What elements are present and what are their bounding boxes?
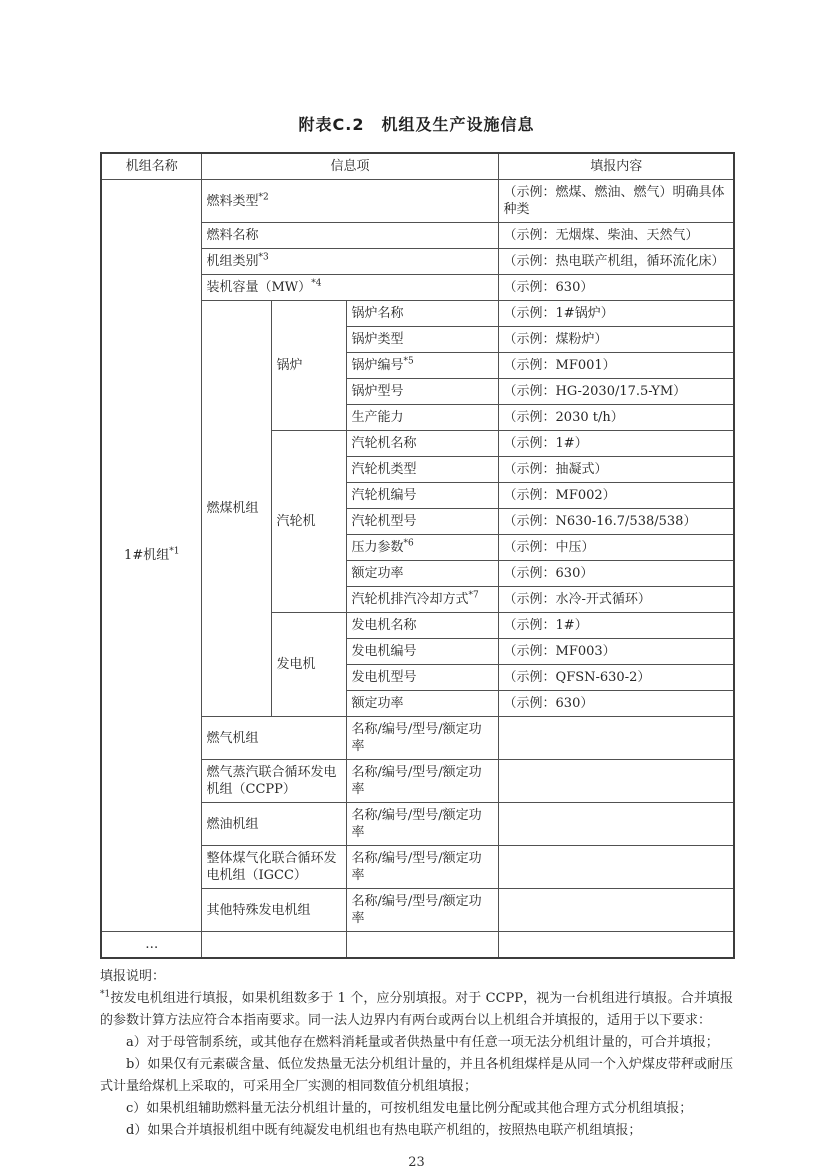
info-item-cell: 名称/编号/型号/额定功率 [346,803,498,846]
info-item-label: 锅炉型号 [351,384,404,399]
note-item-a: a）对于母管制系统，或其他存在燃料消耗量或者供热量中有任意一项无法分机组计量的，可合并填报； [126,1035,719,1050]
info-item-cell [346,327,498,353]
content-cell: （示例：MF001） [498,353,734,379]
note-item-c: c）如果机组辅助燃料量无法分机组计量的，可按机组发电量比例分配或其他合理方式分机组填报； [126,1101,693,1116]
unit-name-label: 1#机组 [124,548,170,563]
note-1-text: 按发电机组进行填报，如果机组数多于 1 个，应分别填报。对于 CCPP，视为一台机组进行填报。合并填报的参数计算方法应符合本指南要求。同一法人边界内有两台或两台以上机组合并填报的，适用于以下要求： [100,991,733,1028]
info-item-cell [201,249,498,275]
other-unit-label-cell: 燃气机组 [201,717,346,760]
info-item-cell [346,665,498,691]
info-item-cell: 名称/编号/型号/额定功率 [346,889,498,932]
table-header-row [101,153,734,180]
info-item-label: 机组类别 [206,254,259,269]
generator-group-cell: 发电机 [271,613,346,717]
info-item-label: 锅炉类型 [351,332,404,347]
info-item-label: 发电机编号 [351,644,417,659]
info-item-label: 汽轮机型号 [351,514,417,529]
header-unit-name: 机组名称 [101,153,201,180]
info-item-label: 汽轮机类型 [351,462,417,477]
empty-cell [498,932,734,959]
info-item-cell [346,691,498,717]
content-cell: （示例：燃煤、燃油、燃气）明确具体种类 [498,180,734,223]
content-cell: （示例：1#） [498,431,734,457]
other-unit-label-cell: 整体煤气化联合循环发电机组（IGCC） [201,846,346,889]
ellipsis-row [101,932,734,959]
content-cell: （示例：630） [498,275,734,301]
unit-name-cell [101,180,201,932]
content-cell [498,717,734,760]
footnote-marker: *5 [403,356,414,367]
info-item-label: 锅炉编号 [351,358,404,373]
ellipsis-cell: … [101,932,201,959]
note-item-d: d）如果合并填报机组中既有纯凝发电机组也有热电联产机组的，按照热电联产机组填报； [126,1123,642,1138]
info-item-label: 燃料名称 [206,228,259,243]
content-cell [498,760,734,803]
content-cell: （示例：HG-2030/17.5-YM） [498,379,734,405]
content-cell: （示例：中压） [498,535,734,561]
info-item-cell [346,639,498,665]
info-item-cell [346,483,498,509]
info-item-cell [346,561,498,587]
header-info-item: 信息项 [201,153,498,180]
content-cell: （示例：N630-16.7/538/538） [498,509,734,535]
info-item-label: 发电机型号 [351,670,417,685]
info-item-cell: 名称/编号/型号/额定功率 [346,760,498,803]
info-item-cell [346,509,498,535]
notes-section [100,966,733,1142]
content-cell: （示例：热电联产机组，循环流化床） [498,249,734,275]
info-item-cell [346,353,498,379]
info-item-label: 生产能力 [351,410,404,425]
note-1 [100,988,733,1032]
notes-title: 填报说明： [100,969,166,984]
content-cell: （示例：煤粉炉） [498,327,734,353]
content-cell: （示例：630） [498,691,734,717]
content-cell: （示例：无烟煤、柴油、天然气） [498,223,734,249]
empty-cell [201,932,346,959]
footnote-marker: *6 [403,538,414,549]
header-fill-content: 填报内容 [498,153,734,180]
info-item-cell: 名称/编号/型号/额定功率 [346,717,498,760]
footnote-marker: *7 [468,590,479,601]
content-cell: （示例：1#） [498,613,734,639]
content-cell [498,803,734,846]
footnote-marker: *1 [100,989,111,1000]
info-item-cell: 名称/编号/型号/额定功率 [346,846,498,889]
empty-cell [346,932,498,959]
boiler-group-cell: 锅炉 [271,301,346,431]
footnote-marker: *3 [258,252,269,263]
content-cell: （示例：MF003） [498,639,734,665]
info-item-cell [346,301,498,327]
turbine-group-cell: 汽轮机 [271,431,346,613]
info-item-label: 汽轮机编号 [351,488,417,503]
info-item-cell [201,180,498,223]
note-item-b: b）如果仅有元素碳含量、低位发热量无法分机组计量的，并且各机组煤样是从同一个入炉煤皮带秤或耐压式计量给煤机上采取的，可采用全厂实测的相同数值分机组填报； [100,1057,733,1094]
info-item-label: 额定功率 [351,566,404,581]
content-cell: （示例：抽凝式） [498,457,734,483]
other-unit-label-cell: 燃油机组 [201,803,346,846]
info-item-cell [346,405,498,431]
other-unit-label-cell: 燃气蒸汽联合循环发电机组（CCPP） [201,760,346,803]
info-item-cell [201,223,498,249]
info-item-label: 装机容量（MW） [206,280,312,295]
info-item-label: 汽轮机名称 [351,436,417,451]
info-item-cell [201,275,498,301]
info-item-label: 压力参数 [351,540,404,555]
table-row [101,180,734,223]
table-title: 附表C.2 机组及生产设施信息 [298,115,535,134]
info-item-label: 发电机名称 [351,618,417,633]
info-item-cell [346,535,498,561]
info-item-cell [346,379,498,405]
info-item-label: 汽轮机排汽冷却方式 [351,592,469,607]
content-cell: （示例：MF002） [498,483,734,509]
content-cell [498,889,734,932]
info-item-cell [346,613,498,639]
unit-info-table [100,152,735,959]
content-cell: （示例：630） [498,561,734,587]
info-item-label: 锅炉名称 [351,306,404,321]
page-number: 23 [408,1155,425,1170]
info-item-label: 燃料类型 [206,193,259,209]
content-cell: （示例：2030 t/h） [498,405,734,431]
coal-unit-cell: 燃煤机组 [201,301,271,717]
other-unit-label-cell: 其他特殊发电机组 [201,889,346,932]
info-item-label: 额定功率 [351,696,404,711]
content-cell: （示例：QFSN-630-2） [498,665,734,691]
info-item-cell [346,587,498,613]
info-item-cell [346,457,498,483]
info-item-cell [346,431,498,457]
content-cell: （示例：水冷-开式循环） [498,587,734,613]
content-cell: （示例：1#锅炉） [498,301,734,327]
content-cell [498,846,734,889]
footnote-marker: *1 [169,546,180,557]
footnote-marker: *2 [258,192,269,203]
footnote-marker: *4 [311,278,322,289]
